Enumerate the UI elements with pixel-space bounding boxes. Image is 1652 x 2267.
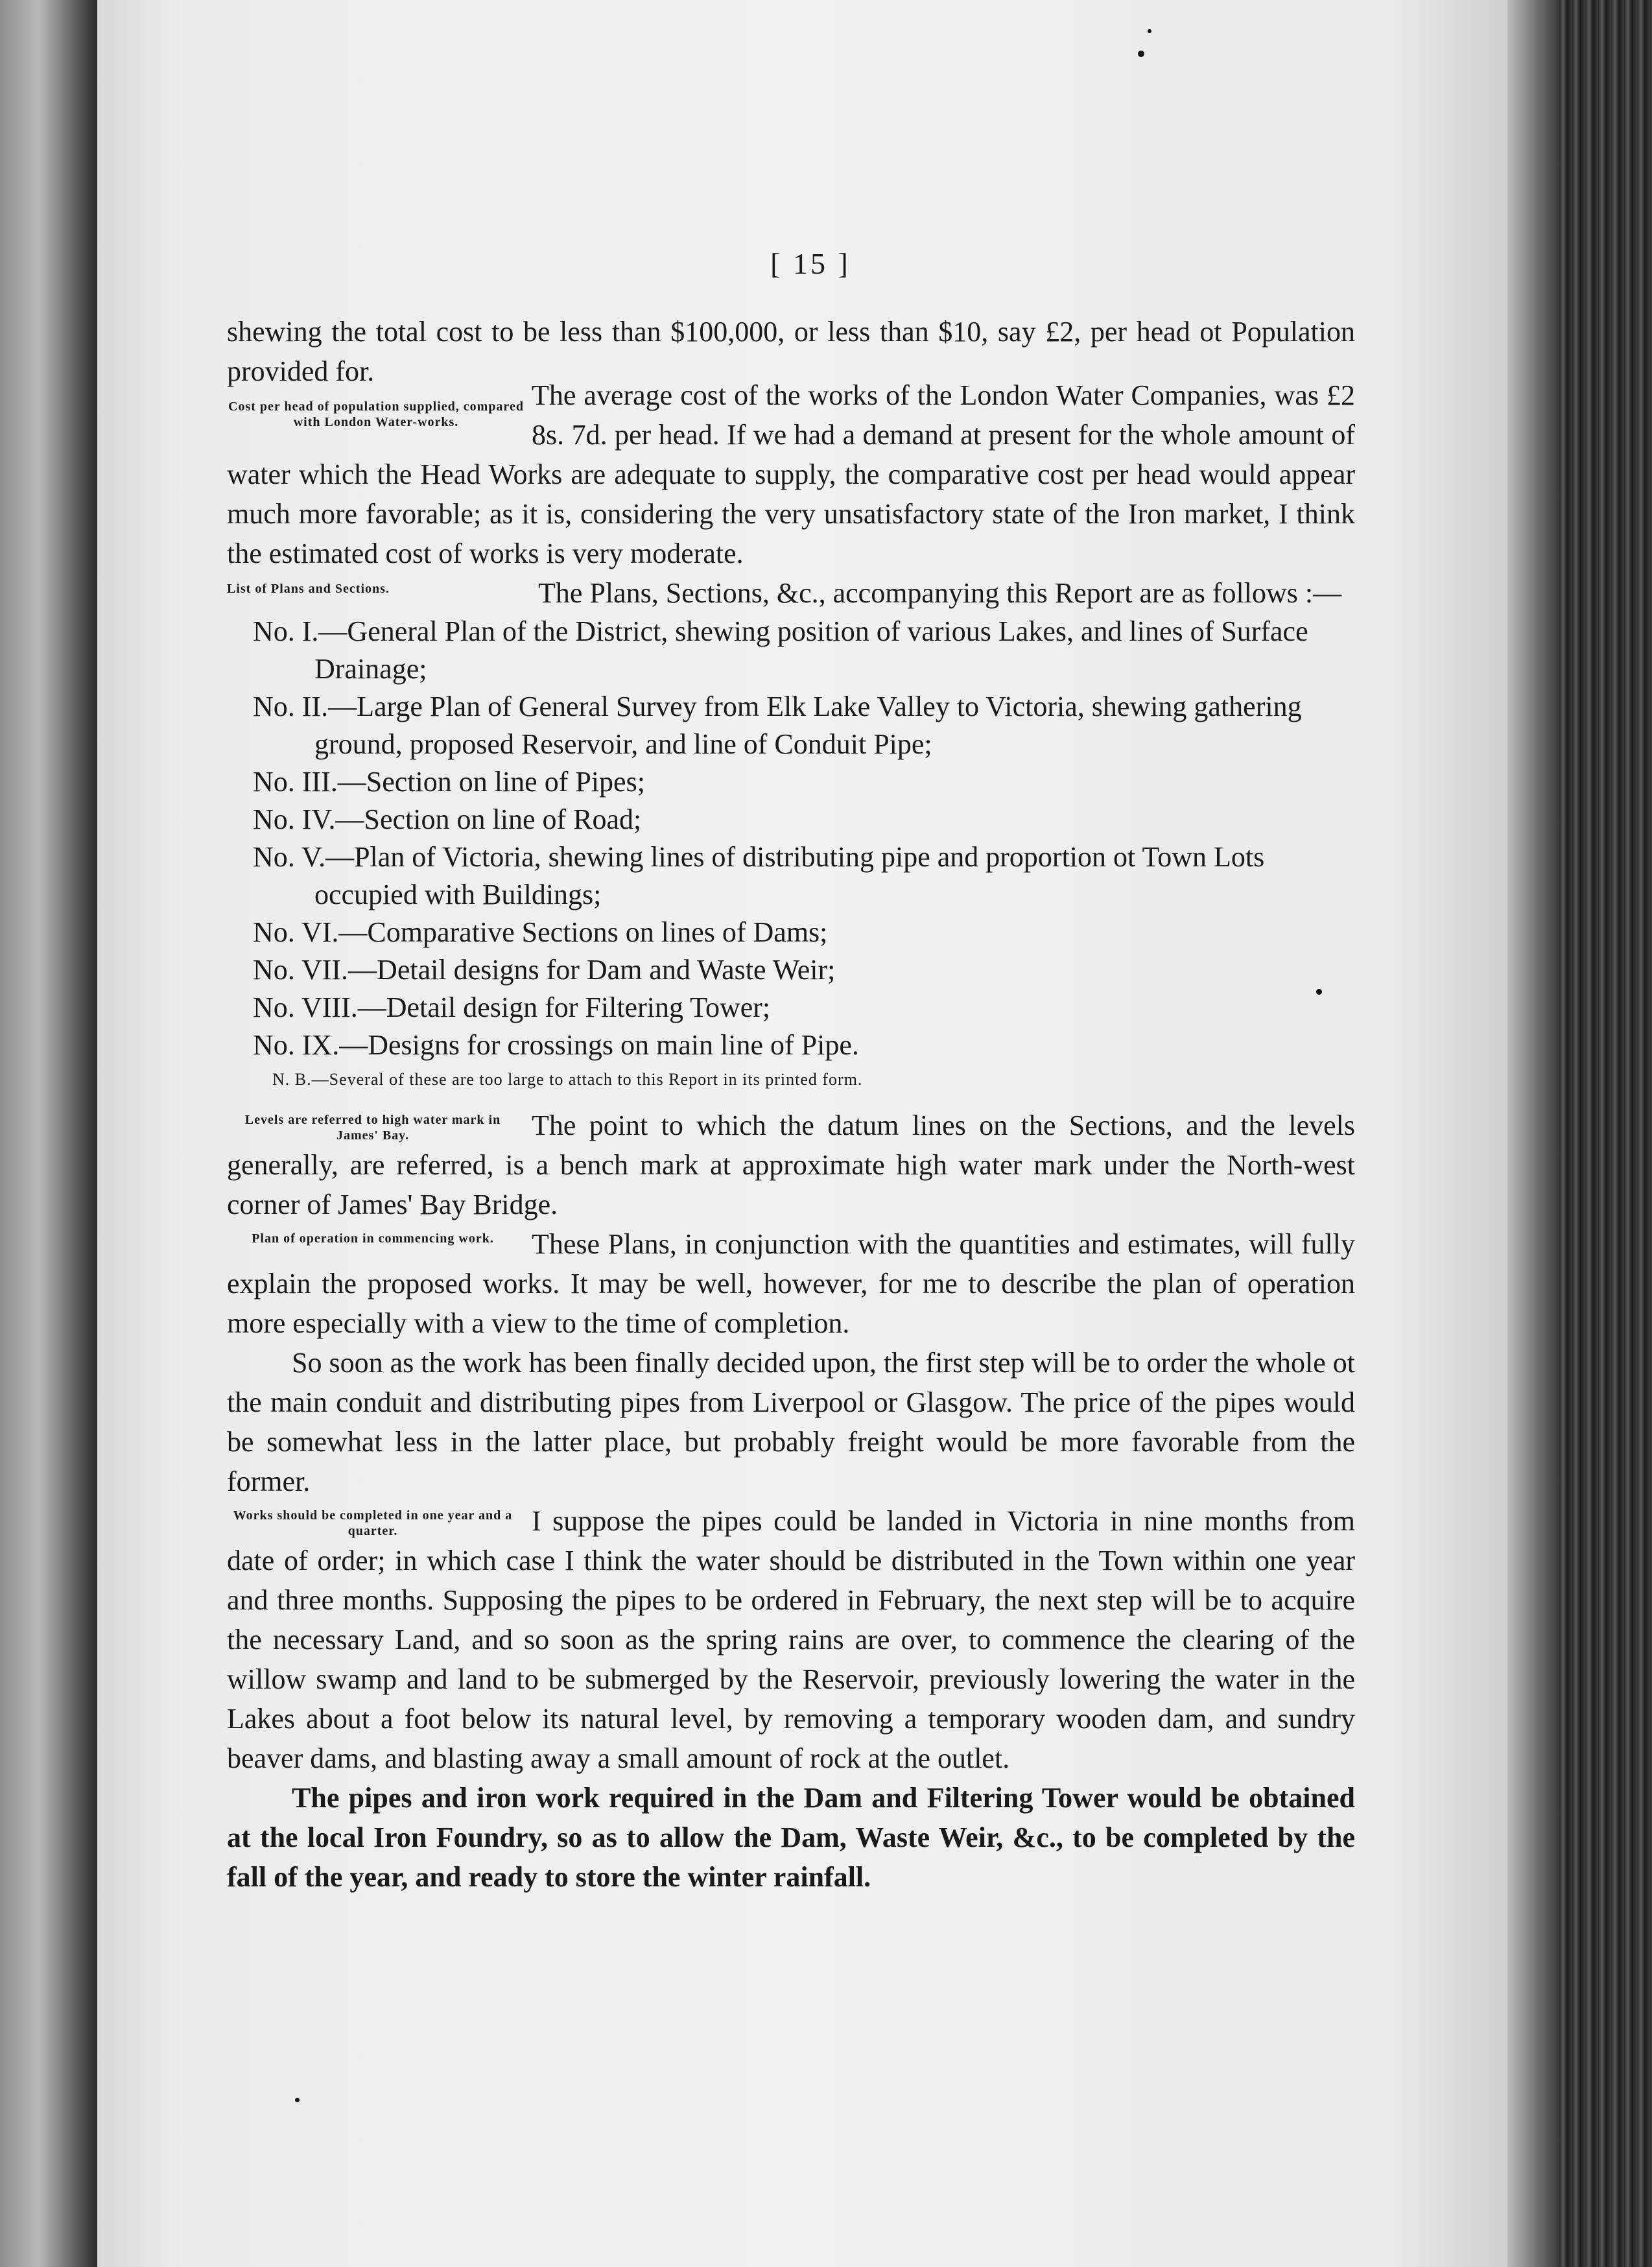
marginal-note: Levels are referred to high water mark in James' Bay. — [244, 1113, 501, 1143]
list-item: No. I.—General Plan of the District, shewing position of various Lakes, and lines of Surface Drainage; — [253, 615, 1308, 685]
list-item: No. III.—Section on line of Pipes; — [253, 766, 645, 798]
paragraph-text: The point to which the datum lines on the Sections, and the levels generally, are referred, is a bench mark at approximate high water mark under the North-west corner of James' Bay Bridge. — [227, 1110, 1355, 1220]
paragraph-plans-intro: The Plans, Sections, &c., accompanying this Report are as follows :— — [538, 577, 1342, 609]
marginal-note: List of Plans and Sections. — [227, 582, 390, 596]
marginal-note: Works should be completed in one year and a quarter. — [233, 1508, 513, 1538]
paragraph-plan-operation — [227, 1224, 1355, 1343]
list-item: No. V.—Plan of Victoria, shewing lines of distributing pipe and proportion ot Town Lots occupied with Buildings; — [253, 841, 1265, 910]
note-nb: N. B.—Several of these are too large to attach to this Report in its printed form. — [272, 1070, 863, 1089]
marginal-note: Plan of operation in commencing work. — [252, 1231, 494, 1246]
list-item: No. IX.—Designs for crossings on main line of Pipe. — [253, 1029, 859, 1061]
list-item: No. II.—Large Plan of General Survey from Elk Lake Valley to Victoria, shewing gathering ground, proposed Reservoir, and line of Conduit Pipe; — [253, 691, 1302, 760]
speck-mark — [1138, 51, 1144, 57]
paragraph-text: The average cost of the works of the London Water Companies, was £2 8s. 7d. per head. If we had a demand at present for the whole amount of water which the Head Works are adequate to supply, the comparative cost per head would appear much more favorable; as it is, considering the very unsatisfactory state of the Iron market, I think the estimated cost of works is very moderate. — [227, 379, 1355, 569]
plans-list — [253, 613, 1355, 1064]
book-binding — [1559, 0, 1652, 2267]
paragraph-text: These Plans, in conjunction with the quantities and estimates, will fully explain the proposed works. It may be well, however, for me to describe the plan of operation more especially with a view to the time of completion. — [227, 1228, 1355, 1339]
paragraph-levels — [227, 1106, 1355, 1224]
paragraph-cost-total: shewing the total cost to be less than $100,000, or less than $10, say £2, per head ot Population provided for. — [227, 316, 1355, 387]
page-number: [ 15 ] — [770, 247, 851, 280]
page-edge-shadow — [1507, 0, 1559, 2267]
list-item: No. VII.—Detail designs for Dam and Waste Weir; — [253, 954, 836, 986]
speck-mark — [295, 2098, 300, 2102]
facing-page-strip — [0, 0, 97, 2267]
paragraph-text: I suppose the pipes could be landed in Victoria in nine months from date of order; in which case I think the water should be distributed in the Town within one year and three months. Supposing the pipes to be ordered in February, the next step will be to acquire the necessary Land, and so soon as the spring rains are over, to commence the clearing of the willow swamp and land to be submerged by the Reservoir, previously lowering the water in the Lakes about a foot below its natural level, by removing a temporary wooden dam, and sundry beaver dams, and blasting away a small amount of rock at the outlet. — [227, 1505, 1355, 1774]
paragraph-completion-time — [227, 1501, 1355, 1778]
list-item: No. VIII.—Detail design for Filtering Tower; — [253, 991, 771, 1023]
marginal-note: Cost per head of population supplied, compared with London Water-works. — [228, 399, 524, 429]
paragraph-iron-foundry: The pipes and iron work required in the Dam and Filtering Tower would be obtained at the local Iron Foundry, so as to allow the Dam, Waste Weir, &c., to be completed by the fall of the year, and ready to store the winter rainfall. — [227, 1782, 1355, 1893]
speck-mark — [1148, 29, 1151, 33]
list-item: No. IV.—Section on line of Road; — [253, 803, 642, 835]
page-text — [227, 246, 1355, 1897]
paragraph-order-pipes: So soon as the work has been finally decided upon, the first step will be to order the whole ot the main conduit and distributing pipes from Liverpool or Glasgow. The price of the pipes would be somewhat less in the latter place, but probably freight would be more favorable from the former. — [227, 1347, 1355, 1497]
list-item: No. VI.—Comparative Sections on lines of Dams; — [253, 916, 828, 948]
section-plans-list-heading — [227, 573, 1355, 613]
